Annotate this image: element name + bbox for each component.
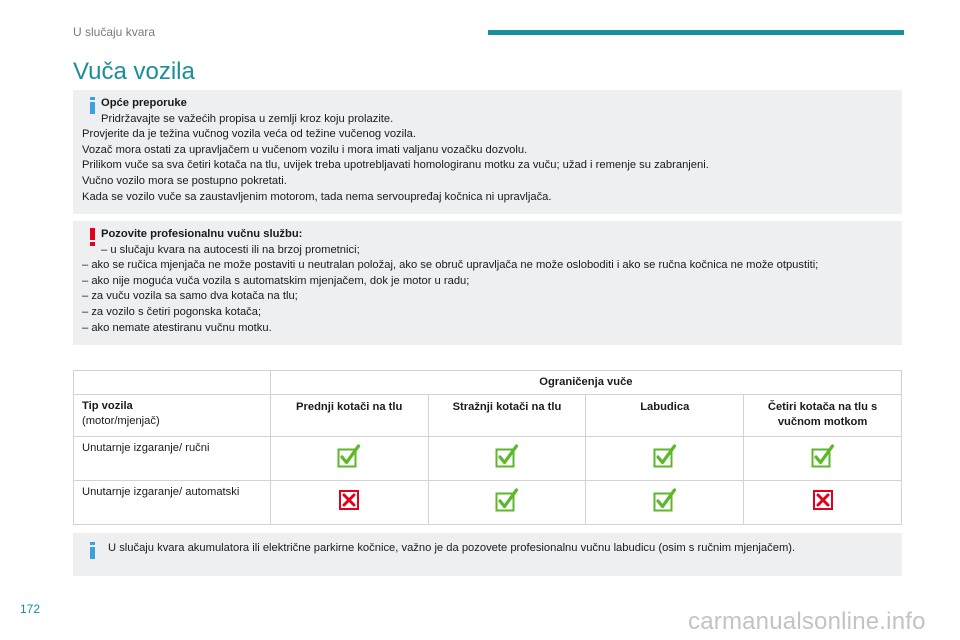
check-icon <box>495 488 519 512</box>
cross-icon <box>813 490 833 510</box>
mark-cell <box>428 481 586 525</box>
vehicle-type-label: Tip vozila <box>82 400 133 412</box>
battery-note-box <box>73 533 902 576</box>
info-icon <box>89 542 96 559</box>
check-icon <box>495 444 519 468</box>
box-line: – ako nije moguća vuča vozila s automatskim mjenjačem, dok je motor u radu; <box>82 274 470 287</box>
towing-limits-table <box>73 370 902 525</box>
box-line: – u slučaju kvara na autocesti ili na brzoj prometnici; <box>101 243 360 256</box>
page-title: Vuča vozila <box>73 58 195 85</box>
header-rule <box>488 30 904 35</box>
box-line: Pridržavajte se važećih propisa u zemlji kroz koju prolazite. <box>101 112 394 125</box>
check-icon <box>653 444 677 468</box>
column-header: Stražnji kotači na tlu <box>428 395 586 437</box>
watermark: carmanualsonline.info <box>688 608 926 635</box>
mark-cell <box>428 437 586 481</box>
box-line: – za vozilo s četiri pogonska kotača; <box>82 305 262 318</box>
mark-cell <box>744 437 902 481</box>
box-heading: Pozovite profesionalnu vučnu službu: <box>101 228 303 240</box>
box-line: Provjerite da je težina vučnog vozila veća od težine vučenog vozila. <box>82 128 416 141</box>
mark-cell <box>270 437 428 481</box>
warning-icon <box>89 228 96 246</box>
row-label: Unutarnje izgaranje/ ručni <box>74 437 271 481</box>
column-header: Labudica <box>586 395 744 437</box>
check-icon <box>811 444 835 468</box>
vehicle-type-header <box>74 395 271 437</box>
box-line: Prilikom vuče sa sva četiri kotača na tlu, uvijek treba upotrebljavati homologiranu motku za vuču; užad i remenje su zabranjeni. <box>82 159 709 172</box>
page-number: 172 <box>20 602 41 616</box>
check-icon <box>337 444 361 468</box>
general-recommendations-box <box>73 90 902 214</box>
mark-cell <box>586 437 744 481</box>
info-icon <box>89 97 96 114</box>
group-header: Ograničenja vuče <box>270 371 901 395</box>
box-line: Kada se vozilo vuče sa zaustavljenim motorom, tada nema servoupređaj kočnica ni upravljača. <box>82 190 552 203</box>
mark-cell <box>744 481 902 525</box>
mark-cell <box>270 481 428 525</box>
table-row <box>74 481 902 525</box>
box-heading: Opće preporuke <box>101 97 187 109</box>
box-line: Vozač mora ostati za upravljačem u vučenom vozilu i mora imati valjanu vozačku dozvolu. <box>82 143 528 156</box>
table-row <box>74 437 902 481</box>
row-label: Unutarnje izgaranje/ automatski <box>74 481 271 525</box>
cross-icon <box>339 490 359 510</box>
check-icon <box>653 488 677 512</box>
box-line: – za vuču vozila sa samo dva kotača na tlu; <box>82 290 298 303</box>
professional-towing-box <box>73 221 902 345</box>
column-header: Prednji kotači na tlu <box>270 395 428 437</box>
column-header: Četiri kotača na tlu s vučnom motkom <box>744 395 902 437</box>
vehicle-type-sublabel: (motor/mjenjač) <box>82 415 160 427</box>
section-label: U slučaju kvara <box>73 25 156 39</box>
mark-cell <box>586 481 744 525</box>
box-line: – ako nemate atestiranu vučnu motku. <box>82 321 272 334</box>
note-text: U slučaju kvara akumulatora ili električne parkirne kočnice, važno je da pozovete profesionalnu vučnu labudicu (osim s ručnim mjenjačem). <box>108 542 796 554</box>
box-line: – ako se ručica mjenjača ne može postaviti u neutralan položaj, ako se obruč upravljača ne može osloboditi i ako se ručna kočnica ne može otpustiti; <box>82 259 819 272</box>
table-corner-cell <box>74 371 271 395</box>
box-line: Vučno vozilo mora se postupno pokretati. <box>82 174 287 187</box>
